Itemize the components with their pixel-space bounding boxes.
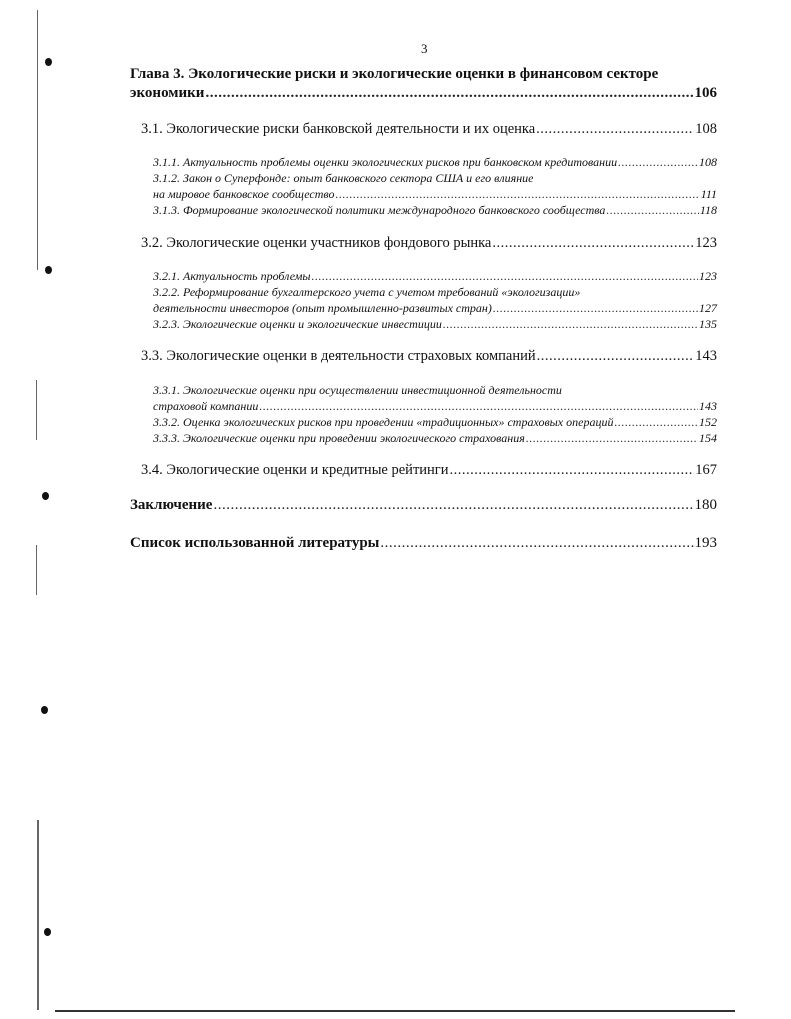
page-number: 3	[421, 41, 428, 56]
leader-dots	[526, 431, 698, 446]
page-ref: 123	[695, 235, 717, 251]
scan-edge-line	[37, 10, 38, 270]
page-ref: 123	[699, 269, 717, 283]
chapter-title-continued: экономики	[130, 85, 205, 101]
toc-section-3-1[interactable]	[141, 121, 717, 138]
page-ref: 108	[699, 155, 717, 169]
toc-subsection-3-2-2[interactable]	[153, 301, 717, 316]
section-title: 3.4. Экологические оценки и кредитные рейтинги	[141, 462, 449, 478]
scan-edge-line	[36, 380, 37, 440]
subsection-title: 3.1.2. Закон о Суперфонде: опыт банковского сектора США и его влияние	[153, 171, 534, 185]
chapter-title: Глава 3. Экологические риски и экологические оценки в финансовом секторе	[130, 66, 659, 82]
leader-dots	[213, 497, 693, 514]
punch-hole-mark	[45, 58, 52, 66]
section-title: 3.1. Экологические риски банковской деятельности и их оценка	[141, 121, 536, 137]
chapter-entry[interactable]	[130, 85, 717, 102]
bibliography-title: Список использованной литературы	[130, 535, 380, 551]
subsection-title: 3.3.1. Экологические оценки при осуществлении инвестиционной деятельности	[153, 383, 562, 397]
toc-subsection-3-1-2[interactable]	[153, 187, 717, 202]
toc-subsection-3-3-2[interactable]	[153, 415, 717, 430]
page-ref: 111	[700, 187, 717, 201]
page-ref: 127	[699, 301, 717, 315]
page-ref: 180	[694, 497, 717, 513]
page-ref: 193	[694, 535, 717, 551]
page-ref: 135	[699, 317, 717, 331]
leader-dots	[606, 203, 698, 218]
page-ref: 118	[699, 203, 717, 217]
subsection-title: 3.2.2. Реформирование бухгалтерского учета с учетом требований «экологизации»	[153, 285, 581, 299]
section-title: 3.3. Экологические оценки в деятельности страховых компаний	[141, 348, 536, 364]
scan-edge-line	[37, 820, 39, 1010]
conclusion-title: Заключение	[130, 497, 213, 513]
bottom-rule	[55, 1010, 735, 1012]
leader-dots	[492, 235, 694, 252]
subsection-title-continued: деятельности инвесторов (опыт промышленно-развитых стран)	[153, 301, 492, 315]
toc-subsection-3-2-3[interactable]	[153, 317, 717, 332]
toc-conclusion[interactable]	[130, 497, 717, 514]
punch-hole-mark	[44, 928, 51, 936]
subsection-title: 3.3.3. Экологические оценки при проведении экологического страхования	[153, 431, 525, 445]
page-ref: 154	[699, 431, 717, 445]
punch-hole-mark	[42, 492, 49, 500]
toc-subsection-3-3-1[interactable]	[153, 399, 717, 414]
leader-dots	[450, 462, 695, 479]
leader-dots	[312, 269, 699, 284]
subsection-title: 3.2.1. Актуальность проблемы	[153, 269, 311, 283]
subsection-title: 3.1.3. Формирование экологической политики международного банковского сообщества	[153, 203, 606, 217]
subsection-title-continued: страховой компании	[153, 399, 259, 413]
leader-dots	[493, 301, 698, 316]
subsection-title: 3.3.2. Оценка экологических рисков при проведении «традиционных» страховых операций	[153, 415, 614, 429]
toc-subsection-3-1-1[interactable]	[153, 155, 717, 170]
page-ref: 108	[695, 121, 717, 137]
page-ref: 106	[694, 85, 717, 101]
leader-dots	[259, 399, 698, 414]
leader-dots	[443, 317, 698, 332]
leader-dots	[536, 121, 694, 138]
section-title: 3.2. Экологические оценки участников фондового рынка	[141, 235, 492, 251]
page-ref: 143	[695, 348, 717, 364]
leader-dots	[335, 187, 699, 202]
subsection-title-continued: на мировое банковское сообщество	[153, 187, 335, 201]
leader-dots	[614, 415, 698, 430]
leader-dots	[618, 155, 698, 170]
punch-hole-mark	[45, 266, 52, 274]
leader-dots	[380, 535, 693, 552]
toc-subsection-3-3-3[interactable]	[153, 431, 717, 446]
leader-dots	[205, 85, 693, 102]
scan-edge-line	[36, 545, 37, 595]
page-ref: 143	[699, 399, 717, 413]
subsection-title: 3.2.3. Экологические оценки и экологические инвестиции	[153, 317, 442, 331]
subsection-title: 3.1.1. Актуальность проблемы оценки экологических рисков при банковском кредитовании	[153, 155, 618, 169]
toc-section-3-3[interactable]	[141, 348, 717, 365]
toc-section-3-2[interactable]	[141, 235, 717, 252]
toc-subsection-3-1-3[interactable]	[153, 203, 717, 218]
punch-hole-mark	[41, 706, 48, 714]
toc-bibliography[interactable]	[130, 535, 717, 552]
page-ref: 167	[695, 462, 717, 478]
toc-subsection-3-2-1[interactable]	[153, 269, 717, 284]
leader-dots	[537, 348, 695, 365]
toc-section-3-4[interactable]	[141, 462, 717, 479]
page-ref: 152	[699, 415, 717, 429]
